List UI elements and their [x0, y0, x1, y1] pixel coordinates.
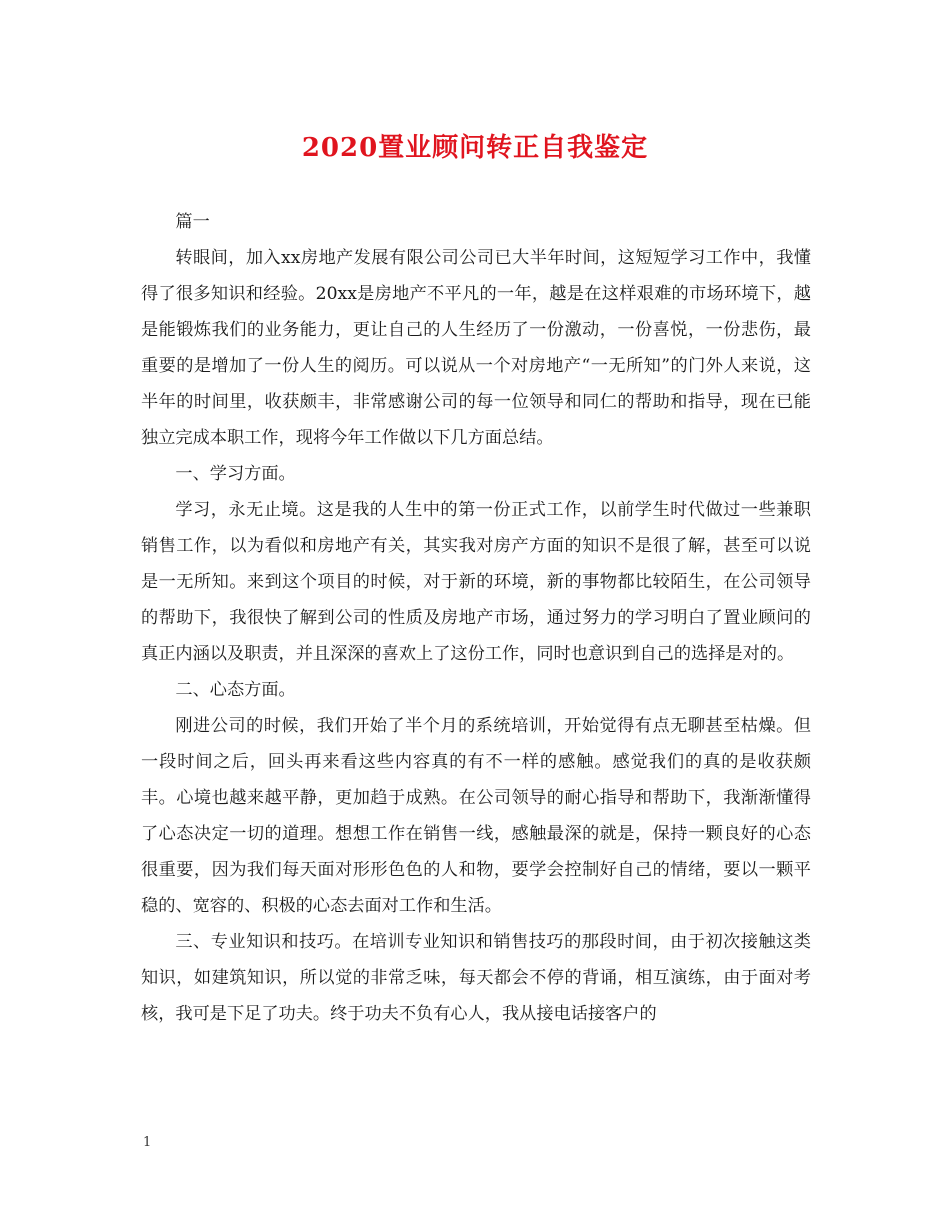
paragraph-skills: 三、专业知识和技巧。在培训专业知识和销售技巧的那段时间，由于初次接触这类知识，如建筑知识，所以觉的非常乏味，每天都会不停的背诵，相互演练，由于面对考核，我可是下足了功夫。终于功夫不负有心人，我从接电话接客户的 [141, 932, 811, 1024]
section-label: 篇一 [175, 212, 210, 232]
section-heading-mindset: 二、心态方面。 [175, 680, 296, 700]
paragraph-intro: 转眼间，加入xx房地产发展有限公司公司已大半年时间，这短短学习工作中，我懂得了很多知识和经验。20xx是房地产不平凡的一年，越是在这样艰难的市场环境下，越是能锻炼我们的业务能力，更让自己的人生经历了一份激动，一份喜悦，一份悲伤，最重要的是增加了一份人生的阅历。可以说从一个对房地产“一无所知”的门外人来说，这半年的时间里，收获颇丰，非常感谢公司的每一位领导和同仁的帮助和指导，现在已能独立完成本职工作，现将今年工作做以下几方面总结。 [141, 248, 811, 448]
section-heading-study: 一、学习方面。 [175, 464, 296, 484]
paragraph-study: 学习，永无止境。这是我的人生中的第一份正式工作，以前学生时代做过一些兼职销售工作，以为看似和房地产有关，其实我对房产方面的知识不是很了解，甚至可以说是一无所知。来到这个项目的时候，对于新的环境，新的事物都比较陌生，在公司领导的帮助下，我很快了解到公司的性质及房地产市场，通过努力的学习明白了置业顾问的真正内涵以及职责，并且深深的喜欢上了这份工作，同时也意识到自己的选择是对的。 [141, 500, 811, 664]
document-body [141, 204, 811, 1032]
page-number: 1 [143, 1135, 152, 1150]
paragraph-mindset: 刚进公司的时候，我们开始了半个月的系统培训，开始觉得有点无聊甚至枯燥。但一段时间之后，回头再来看这些内容真的有不一样的感触。感觉我们的真的是收获颇丰。心境也越来越平静，更加趋于成熟。在公司领导的耐心指导和帮助下，我渐渐懂得了心态决定一切的道理。想想工作在销售一线，感触最深的就是，保持一颗良好的心态很重要，因为我们每天面对形形色色的人和物，要学会控制好自己的情绪，要以一颗平稳的、宽容的、积极的心态去面对工作和生活。 [141, 716, 811, 916]
document-title: 2020置业顾问转正自我鉴定 [301, 133, 649, 163]
